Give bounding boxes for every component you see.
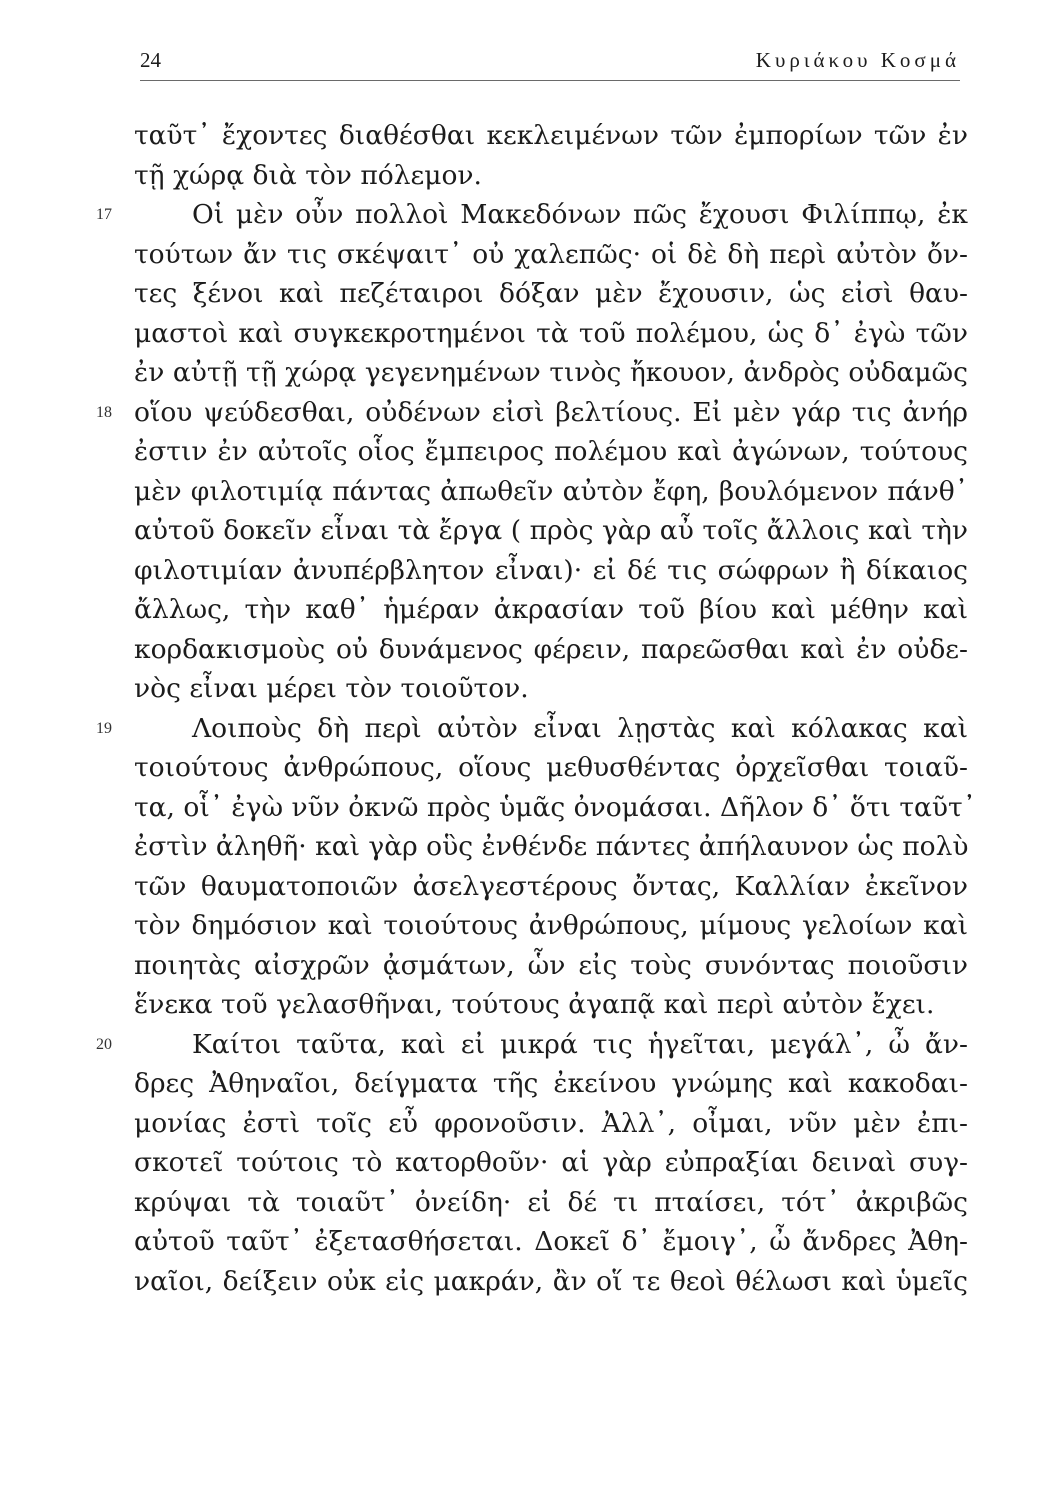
running-header <box>140 48 960 80</box>
section-number: 17 <box>96 206 112 223</box>
text-line <box>134 156 968 196</box>
line-text: τα, οἷ᾽ ἐγὼ νῦν ὀκνῶ πρὸς ὑμᾶς ὀνομάσαι. Δῆλον δ᾽ ὅτι ταῦτ᾽ <box>134 791 976 823</box>
running-head-author: Κυριάκου Κοσμά <box>755 48 960 72</box>
line-text: αὐτοῦ δοκεῖν εἶναι τὰ ἔργα ( πρὸς γὰρ αὖ τοῖς ἄλλοις καὶ τὴν <box>134 515 968 546</box>
line-text: αὐτοῦ ταῦτ᾽ ἐξετασθήσεται. Δοκεῖ δ᾽ ἔμοιγ᾽, ὦ ἄνδρες Ἀθη- <box>134 1226 968 1257</box>
section-number: 18 <box>96 403 112 421</box>
text-line <box>134 314 968 354</box>
page-number: 24 <box>140 48 161 72</box>
text-line <box>134 630 968 670</box>
line-text: μονίας ἐστὶ τοῖς εὖ φρονοῦσιν. Ἀλλ᾽, οἶμαι, νῦν μὲν ἐπι- <box>134 1107 968 1139</box>
line-text: ἐστὶν ἀληθῆ· καὶ γὰρ οὓς ἐνθένδε πάντες ἀπήλαυνον ὡς πολὺ <box>134 831 969 862</box>
text-line <box>134 1262 968 1302</box>
text-line <box>96 1025 968 1065</box>
line-text: μαστοὶ καὶ συγκεκροτημένοι τὰ τοῦ πολέμου, ὡς δ᾽ ἐγὼ τῶν <box>134 317 968 349</box>
text-line <box>134 827 968 867</box>
body-text <box>96 116 976 1301</box>
line-text: ταῦτ᾽ ἔχοντες διαθέσθαι κεκλειμένων τῶν ἐμπορίων τῶν ἐν <box>134 120 968 151</box>
text-line <box>134 788 976 828</box>
line-text: μὲν φιλοτιμίᾳ πάντας ἀπωθεῖν αὐτὸν ἔφη, βουλόμενον πάνθ᾽ <box>134 475 968 507</box>
line-text: ἐν αὐτῇ τῇ χώρᾳ γεγενημένων τινὸς ἤκουον, ἀνδρὸς οὐδαμῶς <box>134 357 968 388</box>
line-text: ναῖοι, δείξειν οὐκ εἰς μακράν, ἂν οἵ τε θεοὶ θέλωσι καὶ ὑμεῖς <box>134 1265 968 1297</box>
line-text: κρύψαι τὰ τοιαῦτ᾽ ὀνείδη· εἰ δέ τι πταίσει, τότ᾽ ἀκριβῶς <box>134 1186 968 1218</box>
line-text: ἐστιν ἐν αὐτοῖς οἷος ἔμπειρος πολέμου καὶ ἀγώνων, τούτους <box>134 436 968 467</box>
line-text: τῶν θαυματοποιῶν ἀσελγεστέρους ὄντας, Καλλίαν ἐκεῖνον <box>134 870 968 902</box>
text-line <box>134 867 968 907</box>
line-text: τοιούτους ἀνθρώπους, οἵους μεθυσθέντας ὀρχεῖσθαι τοιαῦ- <box>134 752 968 783</box>
line-text: τὸν δημόσιον καὶ τοιούτους ἀνθρώπους, μίμους γελοίων καὶ <box>134 910 968 941</box>
text-line <box>134 353 968 393</box>
text-line <box>134 432 968 472</box>
line-text: τούτων ἄν τις σκέψαιτ᾽ οὐ χαλεπῶς· οἱ δὲ δὴ περὶ αὐτὸν ὄν- <box>134 238 968 270</box>
line-text: τες ξένοι καὶ πεζέταιροι δόξαν μὲν ἔχουσιν, ὡς εἰσὶ θαυ- <box>134 278 968 309</box>
text-line <box>96 393 968 433</box>
line-text: ἄλλως, τὴν καθ᾽ ἡμέραν ἀκρασίαν τοῦ βίου καὶ μέθην καὶ <box>134 594 968 625</box>
line-text: κορδακισμοὺς οὐ δυνάμενος φέρειν, παρεῶσθαι καὶ ἐν οὐδε- <box>134 633 968 665</box>
text-line <box>134 235 968 275</box>
text-line <box>134 748 968 788</box>
line-text: Οἱ μὲν οὖν πολλοὶ Μακεδόνων πῶς ἔχουσι Φιλίππῳ, ἐκ <box>192 199 968 230</box>
line-text: δρες Ἀθηναῖοι, δείγματα τῆς ἐκείνου γνώμης καὶ κακοδαι- <box>134 1068 968 1099</box>
text-line <box>134 551 968 591</box>
line-text: σκοτεῖ τούτοις τὸ κατορθοῦν· αἱ γὰρ εὐπραξίαι δειναὶ συγ- <box>134 1147 968 1178</box>
text-line <box>134 590 968 630</box>
section-number: 20 <box>96 1035 112 1053</box>
text-line <box>134 511 968 551</box>
line-text: φιλοτιμίαν ἀνυπέρβλητον εἶναι)· εἰ δέ τις σώφρων ἢ δίκαιος <box>134 554 968 586</box>
text-line <box>134 1222 968 1262</box>
line-text: Λοιποὺς δὴ περὶ αὐτὸν εἶναι λῃστὰς καὶ κόλακας καὶ <box>192 712 968 744</box>
text-line <box>134 1143 968 1183</box>
line-text: νὸς εἶναι μέρει τὸν τοιοῦτον. <box>134 673 529 704</box>
section-number: 19 <box>96 719 112 737</box>
header-rule <box>140 80 960 81</box>
text-line <box>134 274 968 314</box>
line-text: ποιητὰς αἰσχρῶν ᾀσμάτων, ὧν εἰς τοὺς συνόντας ποιοῦσιν <box>134 949 968 981</box>
text-line <box>134 472 968 512</box>
line-text: ἕνεκα τοῦ γελασθῆναι, τούτους ἀγαπᾷ καὶ περὶ αὐτὸν ἔχει. <box>134 989 935 1020</box>
text-line <box>134 906 968 946</box>
text-line <box>96 709 968 749</box>
line-text: Καίτοι ταῦτα, καὶ εἰ μικρά τις ἡγεῖται, μεγάλ᾽, ὦ ἄν- <box>192 1028 968 1060</box>
text-line <box>134 1104 968 1144</box>
text-line <box>134 116 968 156</box>
text-line <box>134 946 968 986</box>
line-text: τῇ χώρᾳ διὰ τὸν πόλεμον. <box>134 159 482 191</box>
text-line <box>134 1064 968 1104</box>
text-line <box>96 195 968 235</box>
line-text: οἵου ψεύδεσθαι, οὐδένων εἰσὶ βελτίους. Εἰ μὲν γάρ τις ἀνήρ <box>134 396 968 428</box>
text-line <box>134 1183 968 1223</box>
text-line <box>134 985 968 1025</box>
text-line <box>134 669 968 709</box>
